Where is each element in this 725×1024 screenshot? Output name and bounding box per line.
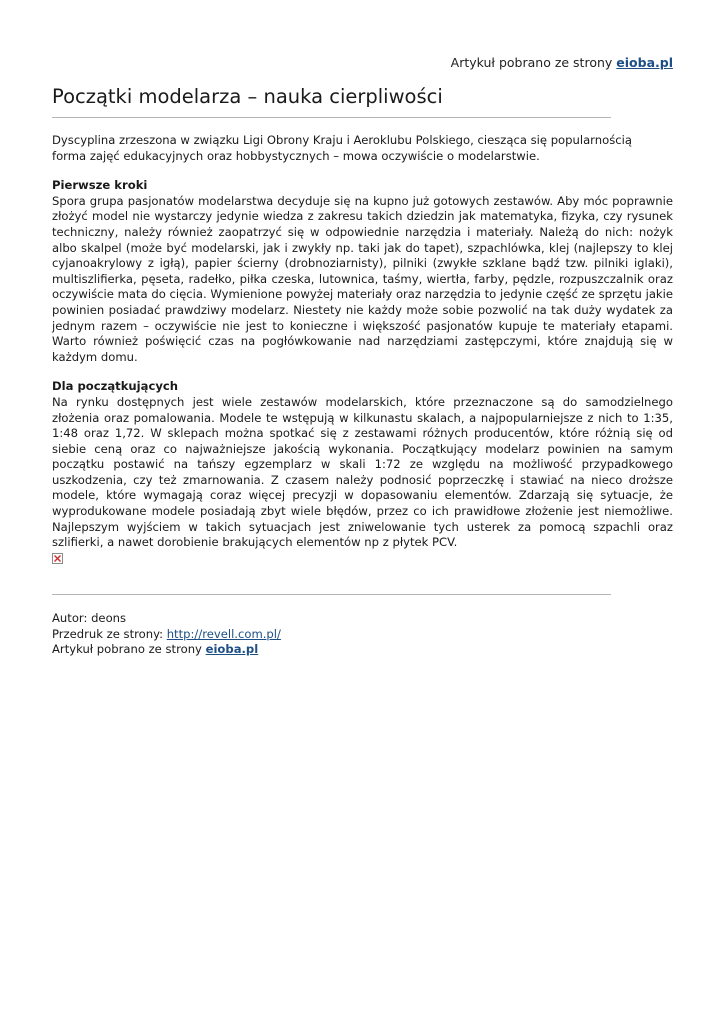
- footer-source-line: [52, 642, 281, 658]
- section-heading: Dla początkujących: [52, 379, 179, 394]
- source-header-text: Artykuł pobrano ze strony: [450, 55, 613, 70]
- section-beginners: [52, 379, 673, 551]
- section-heading: Pierwsze kroki: [52, 178, 148, 193]
- article-title: Początki modelarza – nauka cierpliwości: [52, 85, 443, 108]
- article-footer: [52, 611, 281, 658]
- footer-divider: [52, 594, 611, 595]
- source-header-link[interactable]: eioba.pl: [616, 55, 673, 70]
- broken-image-icon: [52, 553, 63, 564]
- footer-source-text: Artykuł pobrano ze strony: [52, 642, 202, 657]
- author-line: Autor: deons: [52, 611, 127, 625]
- reprint-line: [52, 627, 281, 643]
- section-paragraph: Spora grupa pasjonatów modelarstwa decyduje się na kupno już gotowych zestawów. Aby móc poprawnie złożyć model nie wystarczy jedynie wiedza z zakresu takich dziedzin jak matematyka, fizyka, czy rysunek techniczny, należy również zaopatrzyć się w odpowiednie narzędzia i materiały. Należą do nich: nożyk albo skalpel (może być modelarski, jak i zwykły np. taki jak do tapet), szpachlówka, klej (najlepszy to klej cyjanoakrylowy z igłą), papier ścierny (drobnoziarnisty), pilniki (zwykłe szklane bądź tzw. pilniki iglaki), multiszlifierka, pęseta, radełko, piłka czeska, lutownica, taśmy, wiertła, farby, pędzle, rozpuszczalnik oraz oczywiście mata do cięcia. Wymienione powyżej materiały oraz narzędzia to jedynie część ze sprzętu jakie powinien posiadać prawdziwy modelarz. Niestety nie każdy może sobie pozwolić na tak duży wydatek za jednym razem – oczywiście nie jest to konieczne i większość pasjonatów kupuje te materiały etapami. Warto również poświęcić czas na pogłówkowanie nad narzędziami zastępczymi, które znajdują się w każdym domu.: [52, 193, 673, 364]
- article-body: [52, 133, 673, 551]
- reprint-label: Przedruk ze strony:: [52, 626, 164, 641]
- section-paragraph: Na rynku dostępnych jest wiele zestawów modelarskich, które przeznaczone są do samodzielnego złożenia oraz pomalowania. Modele te wstępują w kilkunastu skalach, a najpopularniejsze z nich to 1:35, 1:48 oraz 1,72. W sklepach można spotkać się z zestawami różnych producentów, które różnią się od siebie ceną oraz co najważniejsze jakością wykonania. Początkujący modelarz powinien na samym początku postawić na tańszy egzemplarz w skali 1:72 ze względu na możliwość przypadkowego uszkodzenia, czy też zmarnowania. Z czasem należy podnosić poprzeczkę i stawiać na nieco droższe modele, które wymagają coraz więcej precyzji w dopasowaniu elementów. Zdarzają się sytuacje, że wyprodukowane modele posiadają zbyt wiele błędów, przez co ich prawidłowe złożenie jest niemożliwe. Najlepszym wyjściem w takich sytuacjach jest zniwelowanie tych usterek za pomocą szpachli oraz szlifierki, a nawet dorobienie brakujących elementów np z płytek PCV.: [52, 394, 673, 550]
- footer-source-link[interactable]: eioba.pl: [205, 642, 259, 657]
- title-divider: [52, 117, 611, 118]
- reprint-link[interactable]: http://revell.com.pl/: [166, 626, 281, 641]
- source-header: [451, 55, 673, 71]
- section-first-steps: [52, 178, 673, 365]
- article-intro: Dyscyplina zrzeszona w związku Ligi Obrony Kraju i Aeroklubu Polskiego, ciesząca się popularnością forma zajęć edukacyjnych oraz hobbystycznych – mowa oczywiście o modelarstwie.: [52, 133, 632, 163]
